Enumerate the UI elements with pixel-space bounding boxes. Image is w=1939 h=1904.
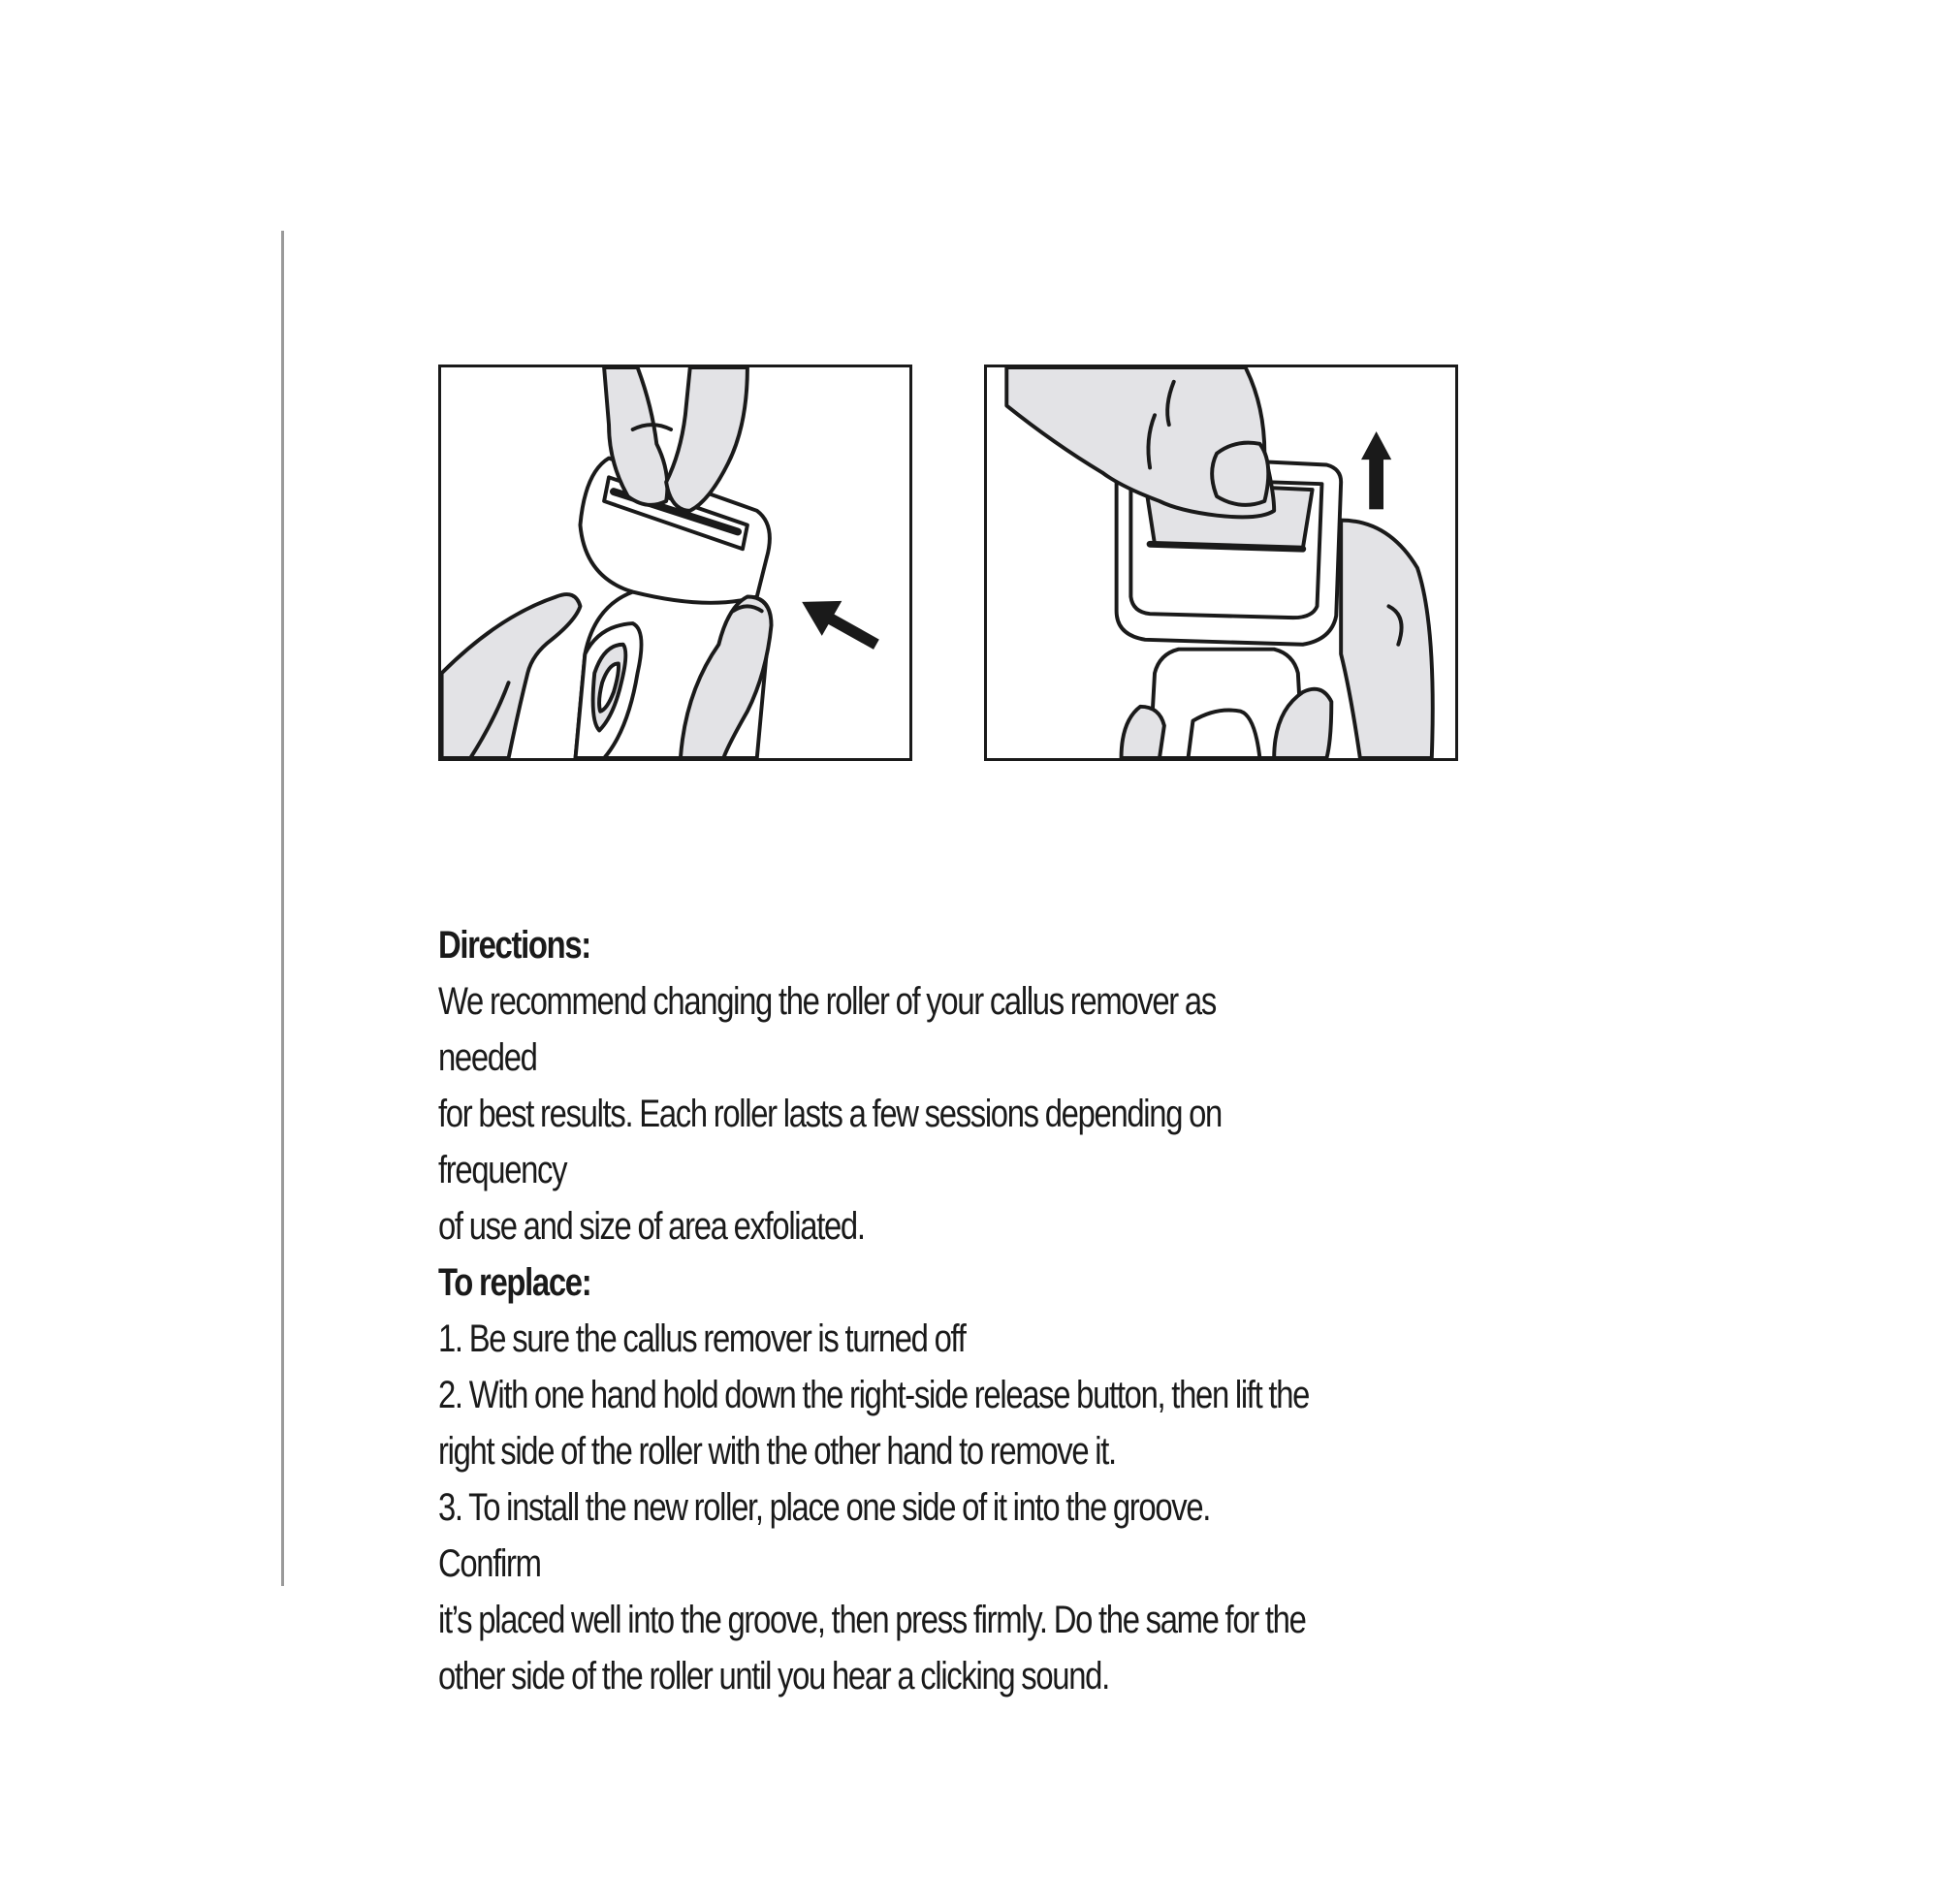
replace-step-line: 2. With one hand hold down the right-side release button, then lift the: [438, 1374, 1310, 1416]
replace-step-line: right side of the roller with the other hand to remove it.: [438, 1430, 1116, 1473]
directions-heading: Directions:: [438, 924, 590, 967]
replace-heading: To replace:: [438, 1261, 591, 1304]
replace-step-line: other side of the roller until you hear a clicking sound.: [438, 1655, 1109, 1698]
directions-line: We recommend changing the roller of your callus remover as needed: [438, 980, 1216, 1079]
replace-step-line: 3. To install the new roller, place one side of it into the groove. Confirm: [438, 1486, 1211, 1585]
replace-step-line: 1. Be sure the callus remover is turned off: [438, 1317, 966, 1360]
replace-step-line: it’s placed well into the groove, then press firmly. Do the same for the: [438, 1599, 1306, 1641]
illustration-release-button: [438, 365, 912, 761]
directions-line: for best results. Each roller lasts a few sessions depending on frequency: [438, 1093, 1222, 1191]
directions-line: of use and size of area exfoliated.: [438, 1205, 865, 1248]
lift-roller-drawing: [987, 367, 1455, 758]
illustration-lift-roller: [984, 365, 1458, 761]
release-button-drawing: [441, 367, 909, 758]
vertical-divider: [281, 231, 284, 1586]
instructions-text: [438, 917, 1313, 1704]
